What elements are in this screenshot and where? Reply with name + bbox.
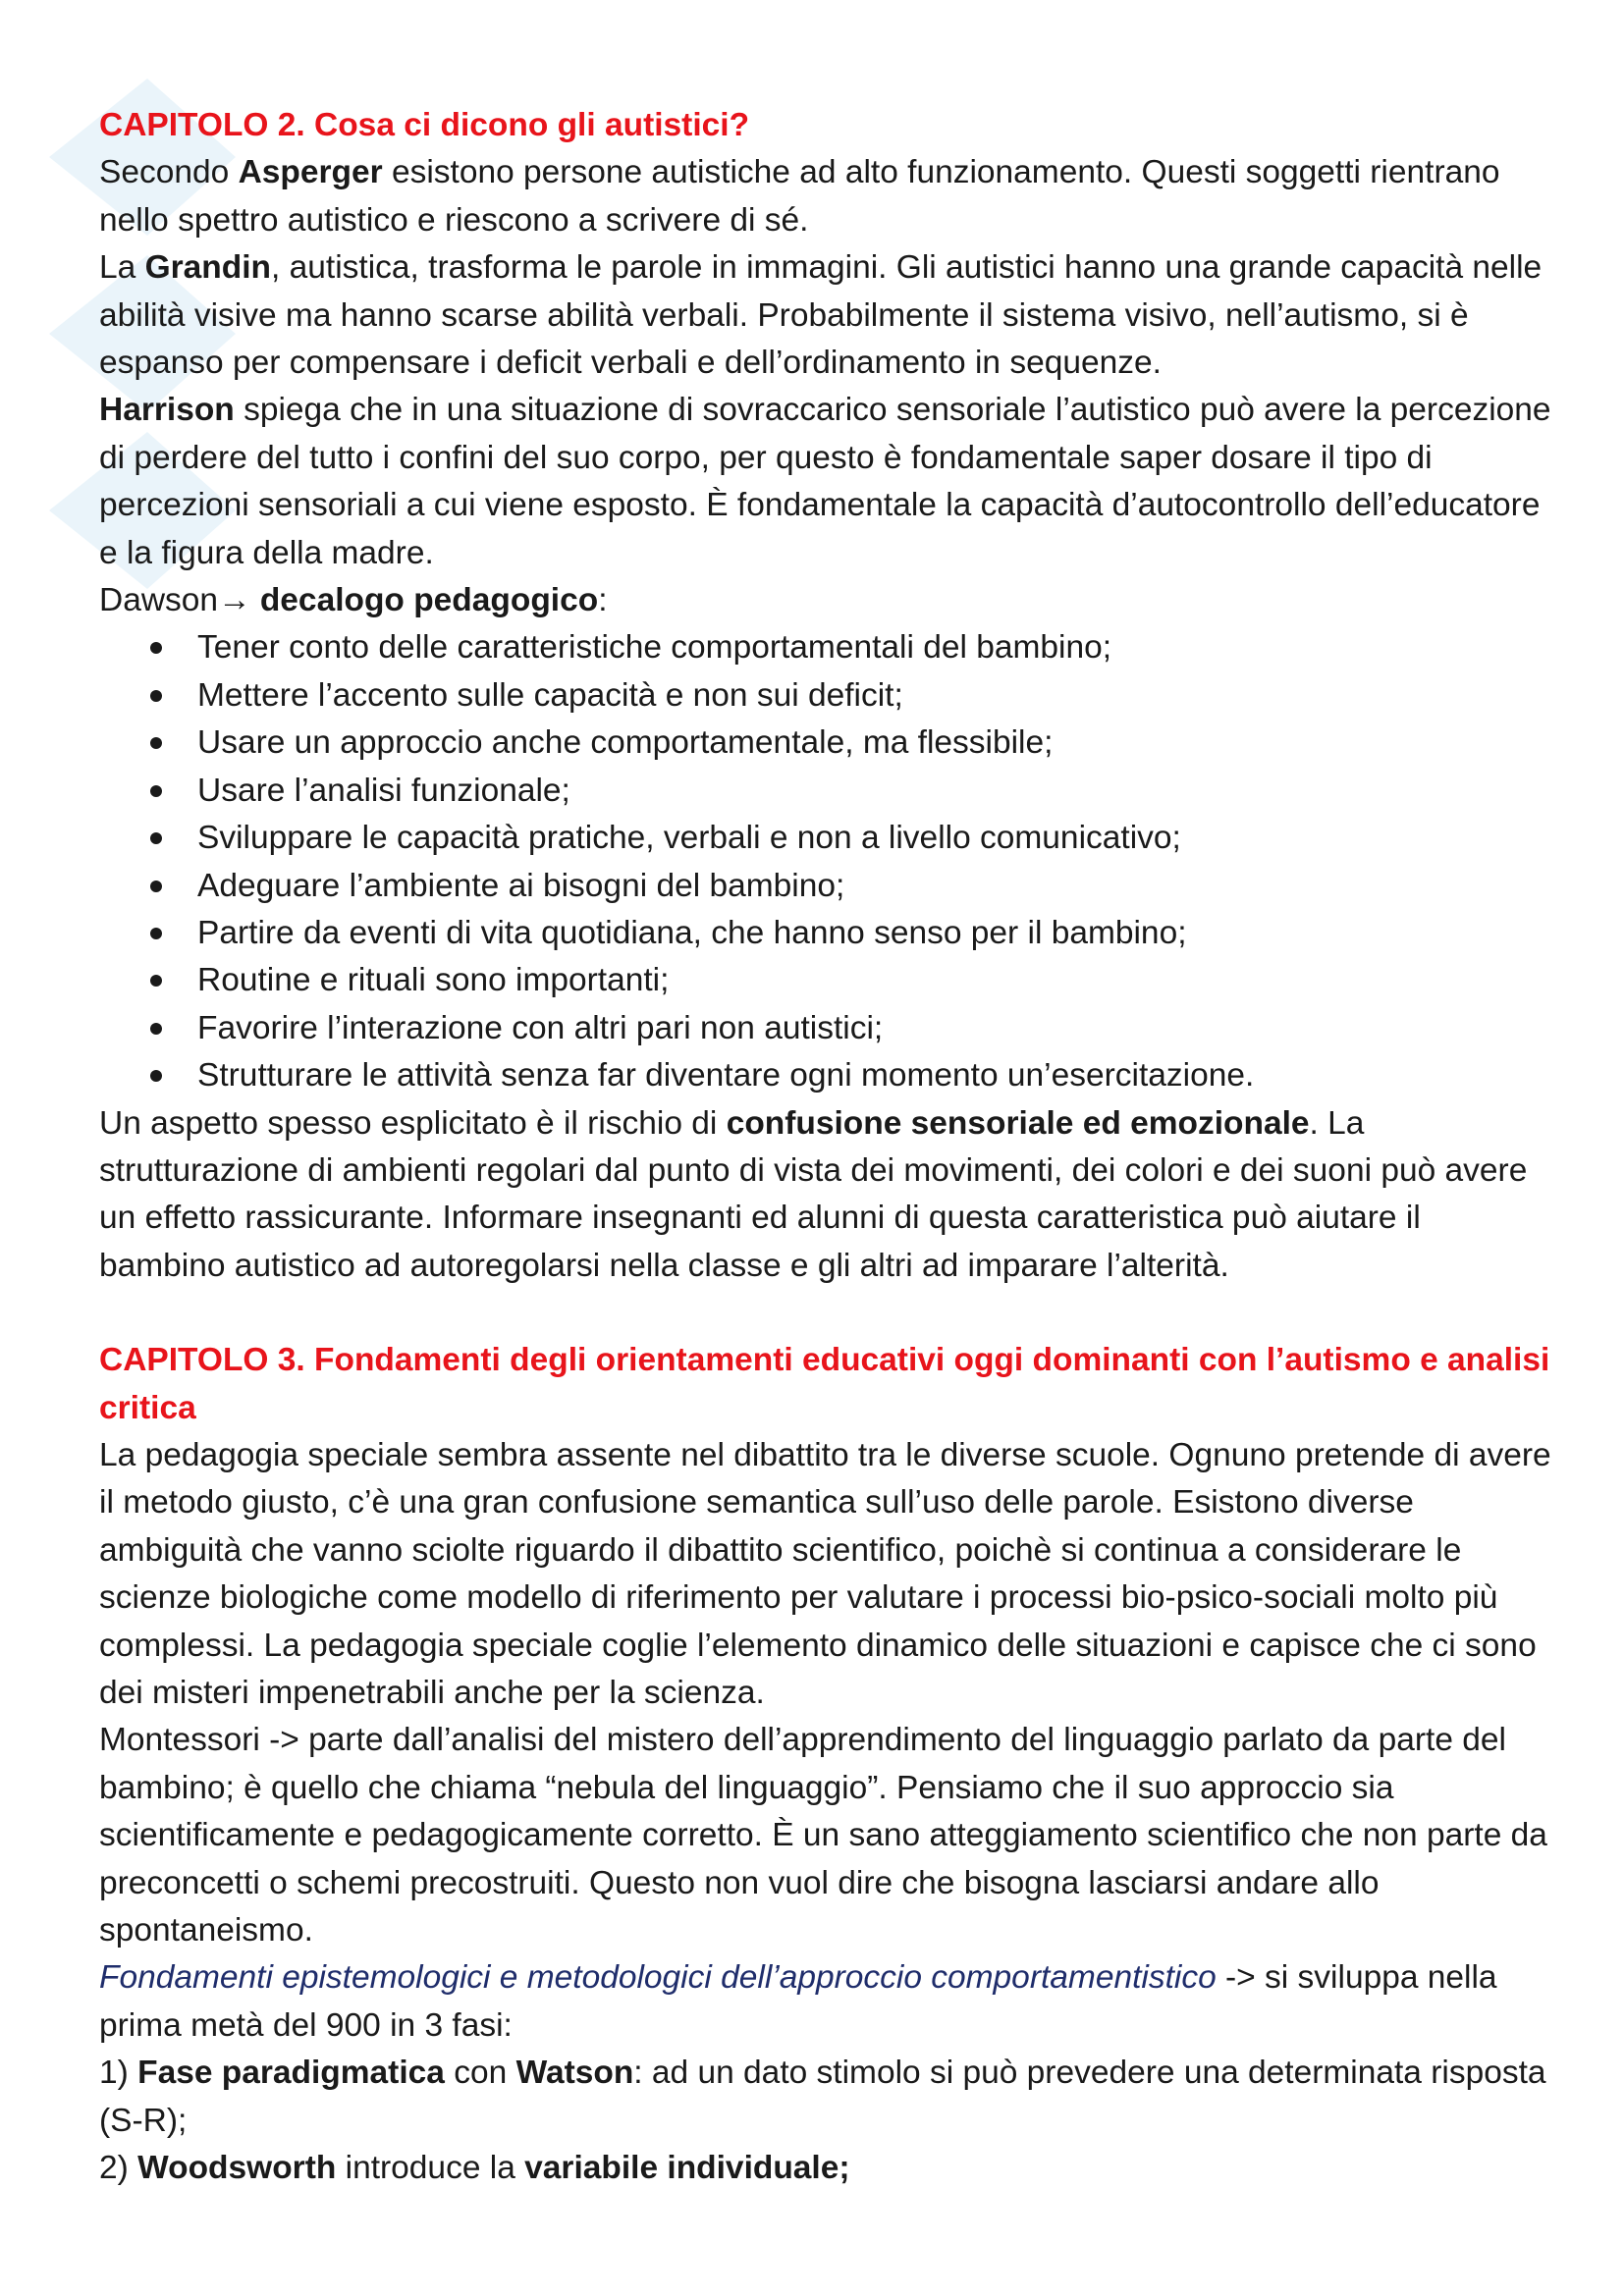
- document-page: [99, 102, 1552, 2192]
- paragraph-confusione: Un aspetto spesso esplicitato è il rischio di confusione sensoriale ed emozionale. La strutturazione di ambienti regolari dal punto di vista dei movimenti, dei colori e dei suoni può avere un effetto rassicurante. Informare insegnanti ed alunni di questa caratteristica può aiutare il bambino autistico ad autoregolarsi nella classe e gli altri ad imparare l’alterità.: [99, 1104, 1528, 1284]
- list-item: Usare l’analisi funzionale;: [99, 768, 1552, 815]
- decalogo-list: [99, 624, 1552, 1099]
- list-item: Routine e rituali sono importanti;: [99, 957, 1552, 1004]
- paragraph-harrison: Harrison spiega che in una situazione di sovraccarico sensoriale l’autistico può avere la percezione di perdere del tutto i confini del suo corpo, per questo è fondamentale saper dosare il tipo di percezioni sensoriali a cui viene esposto. È fondamentale la capacità d’autocontrollo dell’educatore e la figura della madre.: [99, 392, 1551, 571]
- bold-confusione: confusione sensoriale ed emozionale: [726, 1104, 1310, 1142]
- chapter-3-heading: CAPITOLO 3. Fondamenti degli orientamenti educativi oggi dominanti con l’autismo e analisi critica: [99, 1342, 1550, 1426]
- paragraph-montessori: Montessori -> parte dall’analisi del mistero dell’apprendimento del linguaggio parlato da parte del bambino; è quello che chiama “nebula del linguaggio”. Pensiamo che il suo approccio sia scientificamente e pedagogicamente corretto. È un sano atteggiamento scientifico che non parte da preconcetti o schemi precostruiti. Questo non vuol dire che bisogna lasciarsi andare allo spontaneismo.: [99, 1722, 1547, 1949]
- list-item: Mettere l’accento sulle capacità e non sui deficit;: [99, 672, 1552, 720]
- arrow-right-icon: →: [218, 582, 251, 619]
- paragraph-pedagogia: La pedagogia speciale sembra assente nel dibattito tra le diverse scuole. Ognuno pretende di avere il metodo giusto, c’è una gran confusione semantica sull’uso delle parole. Esistono diverse ambiguità che vanno sciolte riguardo il dibattito scientifico, poichè si continua a considerare le scienze biologiche come modello di riferimento per valutare i processi bio-psico-sociali molto più complessi. La pedagogia speciale coglie l’elemento dinamico delle situazioni e capisce che ci sono dei misteri impenetrabili anche per la scienza.: [99, 1436, 1551, 1711]
- list-item: Adeguare l’ambiente ai bisogni del bambino;: [99, 863, 1552, 910]
- name-grandin: Grandin: [144, 249, 272, 287]
- paragraph-fondamenti: Fondamenti epistemologici e metodologici dell’approccio comportamentistico -> si sviluppa nella prima metà del 900 in 3 fasi:: [99, 1959, 1497, 2044]
- paragraph-grandin: La Grandin, autistica, trasforma le parole in immagini. Gli autistici hanno una grande capacità nelle abilità visive ma hanno scarse abilità verbali. Probabilmente il sistema visivo, nell’autismo, si è espanso per compensare i deficit verbali e dell’ordinamento in sequenze.: [99, 249, 1543, 382]
- list-item: Tener conto delle caratteristiche comportamentali del bambino;: [99, 624, 1552, 671]
- list-item: Usare un approccio anche comportamentale, ma flessibile;: [99, 720, 1552, 767]
- name-harrison: Harrison: [99, 392, 235, 429]
- numbered-item-2: 2) Woodsworth introduce la variabile individuale;: [99, 2150, 850, 2187]
- italic-fondamenti: Fondamenti epistemologici e metodologici dell’approccio comportamentistico: [99, 1959, 1217, 1997]
- list-item: Partire da eventi di vita quotidiana, che hanno senso per il bambino;: [99, 910, 1552, 957]
- name-dawson: Dawson: [99, 582, 219, 619]
- list-item: Strutturare le attività senza far diventare ogni momento un’esercitazione.: [99, 1052, 1552, 1099]
- chapter-2-heading: CAPITOLO 2. Cosa ci dicono gli autistici?: [99, 107, 750, 143]
- section-spacer: [99, 1290, 1552, 1337]
- decalogo-line: Dawson→ decalogo pedagogico:: [99, 582, 608, 619]
- numbered-item-1: 1) Fase paradigmatica con Watson: ad un dato stimolo si può prevedere una determinata risposta (S-R);: [99, 2055, 1546, 2139]
- list-item: Favorire l’interazione con altri pari non autistici;: [99, 1005, 1552, 1052]
- list-item: Sviluppare le capacità pratiche, verbali e non a livello comunicativo;: [99, 815, 1552, 862]
- paragraph-asperger: Secondo Asperger esistono persone autistiche ad alto funzionamento. Questi soggetti rientrano nello spettro autistico e riescono a scrivere di sé.: [99, 154, 1500, 239]
- decalogo-label: decalogo pedagogico: [250, 582, 599, 619]
- name-asperger: Asperger: [238, 154, 383, 191]
